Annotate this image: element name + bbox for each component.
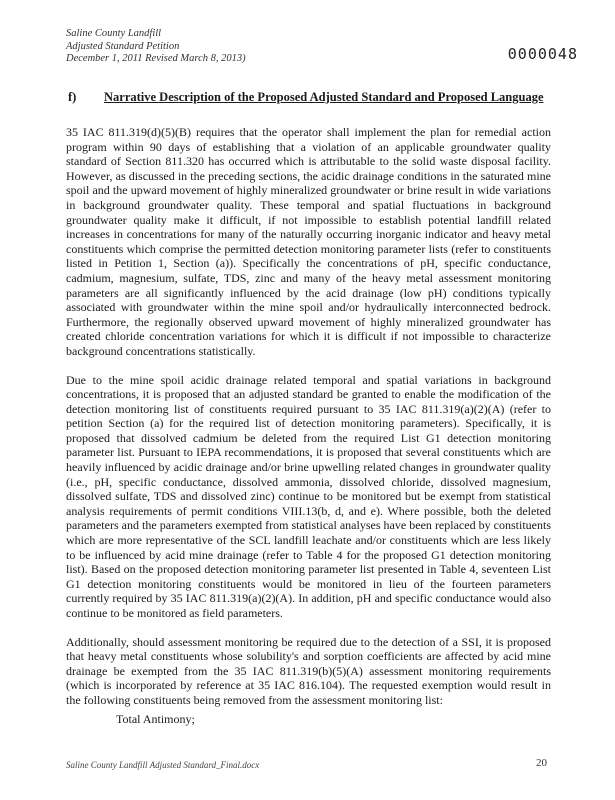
- document-header: [66, 28, 246, 66]
- section-heading: [68, 90, 548, 105]
- section-title: Narrative Description of the Proposed Adjusted Standard and Proposed Language: [104, 90, 544, 104]
- paragraph-2: Due to the mine spoil acidic drainage related temporal and spatial variations in background concentrations, it is proposed that an adjusted standard be granted to enable the modification of the detection monitoring list of constituents required pursuant to 35 IAC 811.319(a)(2)(A) (refer to petition Section (a) for the required list of detection monitoring parameters). Specifically, it is proposed that dissolved cadmium be deleted from the required List G1 detection monitoring parameter list. Pursuant to IEPA recommendations, it is proposed that several constituents which are heavily influenced by acidic drainage and/or brine upwelling related changes in groundwater quality (i.e., pH, specific conductance, dissolved ammonia, dissolved chloride, dissolved magnesium, dissolved sulfate, TDS and dissolved zinc) continue to be monitored but be exempt from statistical analysis requirements of permit conditions VIII.13(b, d, and e). Where possible, both the deleted parameters and the parameters exempted from statistical analyses have been replaced by constituents which are more representative of the SCL landfill leachate and/or constituents which are less likely to be influenced by acid mine drainage (refer to Table 4 for the proposed G1 detection monitoring list). Based on the proposed detection monitoring parameter list presented in Table 4, seventeen List G1 detection monitoring constituents would be monitored in lieu of the fourteen parameters currently required by 35 IAC 811.319(a)(2)(A). In addition, pH and specific conductance would also continue to be monitored as field parameters.: [66, 372, 551, 620]
- footer-filename: Saline County Landfill Adjusted Standard_Final.docx: [66, 760, 260, 770]
- header-line-2: Adjusted Standard Petition: [66, 40, 180, 52]
- header-line-1: Saline County Landfill: [66, 28, 162, 39]
- header-line-3: December 1, 2011 Revised March 8, 2013): [66, 53, 246, 64]
- section-label: f): [68, 90, 77, 104]
- paragraph-1: 35 IAC 811.319(d)(5)(B) requires that the operator shall implement the plan for remedial action program within 90 days of establishing that a violation of an applicable groundwater quality standard of Section 811.320 has occurred which is attributable to the solid waste disposal facility. However, as discussed in the preceding sections, the acidic drainage conditions in the saturated mine spoil and the upward movement of highly mineralized groundwater or brine result in wide variations in background groundwater quality. These temporal and spatial fluctuations in background groundwater quality make it difficult, if not impossible to establish potential landfill related increases in concentrations for many of the naturally occurring inorganic indicator and heavy metal constituents which comprise the permitted detection monitoring parameter lists (refer to constituents listed in Petition 1, Section (a)). Specifically the concentrations of pH, specific conductance, cadmium, magnesium, sulfate, TDS, zinc and many of the heavy metal assessment monitoring parameters are all significantly influenced by the acid drainage (low pH) conditions typically associated with groundwater within the mine spoil and/or hydraulically interconnected bedrock. Furthermore, the regionally observed upward movement of highly mineralized groundwater has created chloride concentration variations for which it is difficult if not impossible to characterize background concentrations statistically.: [66, 125, 551, 358]
- document-body: [66, 125, 551, 726]
- document-number: 0000048: [507, 45, 578, 63]
- list-item: Total Antimony;: [116, 711, 195, 726]
- page-number: 20: [536, 757, 547, 769]
- paragraph-3: Additionally, should assessment monitoring be required due to the detection of a SSI, it is proposed that heavy metal constituents whose solubility's and sorption coefficients are affected by acid mine drainage be exempted from the 35 IAC 811.319(b)(5)(A) assessment monitoring requirements (which is incorporated by reference at 35 IAC 816.104). The requested exemption would result in the following constituents being removed from the assessment monitoring list:: [66, 634, 551, 707]
